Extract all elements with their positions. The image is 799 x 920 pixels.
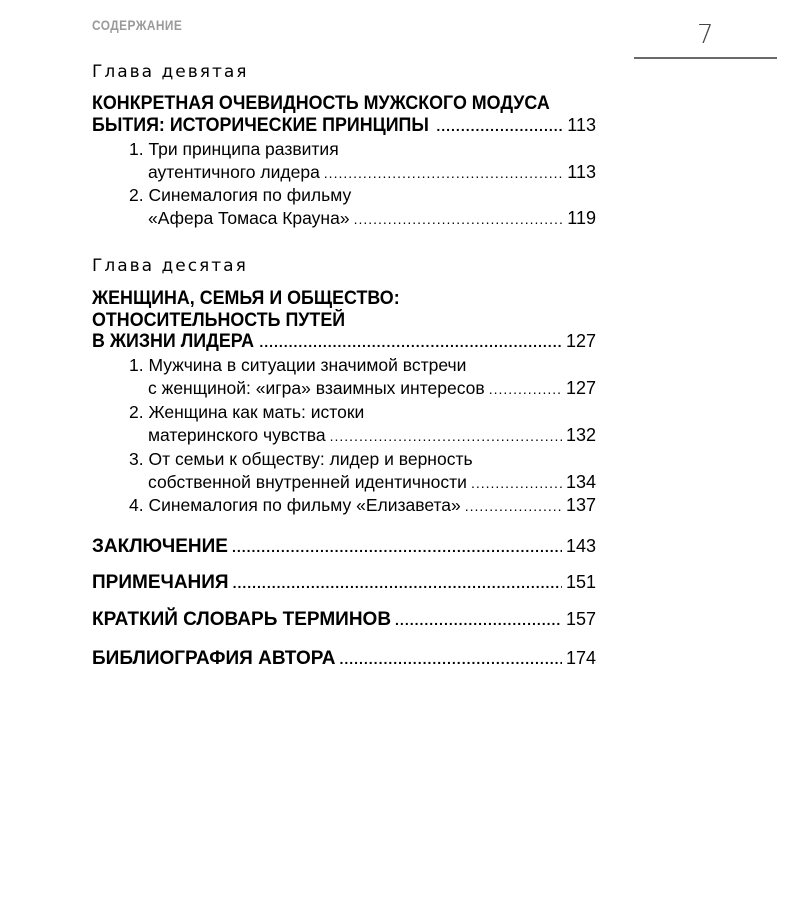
chapter-label: Глава девятая <box>92 62 249 82</box>
toc-subitem-text: аутентичного лидера <box>148 162 320 182</box>
toc-entry[interactable] <box>92 609 596 631</box>
toc-subitem-text: 1. Мужчина в ситуации значимой встречи <box>129 355 467 375</box>
toc-subitem-text: 1. Три принципа развития <box>129 139 339 159</box>
leader-dots <box>489 381 562 397</box>
chapter-title-line: КОНКРЕТНАЯ ОЧЕВИДНОСТЬ МУЖСКОГО МОДУСА <box>92 93 550 114</box>
toc-subentry[interactable] <box>129 495 596 516</box>
toc-subentry[interactable] <box>148 162 596 183</box>
page-ref: 132 <box>565 425 596 445</box>
leader-dots <box>471 475 562 491</box>
toc-entry[interactable] <box>92 572 596 594</box>
page-ref: 143 <box>565 536 596 556</box>
toc-entry[interactable] <box>92 115 596 137</box>
leader-dots <box>259 334 562 350</box>
page-ref: 137 <box>565 495 596 515</box>
toc-entry[interactable] <box>92 331 596 353</box>
page-ref: 127 <box>565 378 596 398</box>
chapter-title-line: ЖЕНЩИНА, СЕМЬЯ И ОБЩЕСТВО: <box>92 288 400 309</box>
leader-dots <box>465 498 562 514</box>
chapter-title-line: В ЖИЗНИ ЛИДЕРА <box>92 331 254 352</box>
leader-dots <box>436 118 563 134</box>
toc-entry[interactable] <box>92 648 596 670</box>
toc-subitem-text: 4. Синемалогия по фильму «Елизавета» <box>129 495 461 515</box>
toc-subitem-text: 3. От семьи к обществу: лидер и верность <box>129 449 473 469</box>
chapter-title-line: ОТНОСИТЕЛЬНОСТЬ ПУТЕЙ <box>92 310 346 331</box>
section-title: КРАТКИЙ СЛОВАРЬ ТЕРМИНОВ <box>92 609 392 630</box>
leader-dots <box>232 539 562 555</box>
toc-subentry[interactable] <box>148 425 596 446</box>
chapter-title-line: БЫТИЯ: ИСТОРИЧЕСКИЕ ПРИНЦИПЫ <box>92 115 429 136</box>
page-ref: 174 <box>565 648 596 668</box>
toc-subitem-text: материнского чувства <box>148 425 326 445</box>
section-header-label: СОДЕРЖАНИЕ <box>92 17 183 33</box>
toc-subitem-text: с женщиной: «игра» взаимных интересов <box>148 378 485 398</box>
toc-subitem-text: «Афера Томаса Крауна» <box>148 208 350 228</box>
page-ref: 134 <box>565 472 596 492</box>
page-ref: 119 <box>567 208 596 228</box>
header-rule <box>634 57 777 59</box>
leader-dots <box>354 211 564 227</box>
toc-subitem-text: 2. Синемалогия по фильму <box>129 185 352 205</box>
toc-subentry[interactable] <box>148 208 596 229</box>
section-title: ЗАКЛЮЧЕНИЕ <box>92 536 228 557</box>
page-ref: 157 <box>565 609 596 629</box>
leader-dots <box>339 651 562 667</box>
toc-subitem-text: собственной внутренней идентичности <box>148 472 467 492</box>
toc-subitem-text: 2. Женщина как мать: истоки <box>129 402 365 422</box>
section-title: БИБЛИОГРАФИЯ АВТОРА <box>92 648 336 669</box>
toc-entry[interactable] <box>92 536 596 558</box>
toc-subentry[interactable] <box>148 378 596 399</box>
leader-dots <box>324 165 564 181</box>
page-ref: 113 <box>567 115 596 135</box>
page-ref: 113 <box>567 162 596 182</box>
chapter-label: Глава десятая <box>92 256 248 276</box>
toc-subentry[interactable] <box>148 472 596 493</box>
page-number: 7 <box>697 20 714 50</box>
page-ref: 127 <box>565 331 596 351</box>
leader-dots <box>330 428 562 444</box>
leader-dots <box>233 575 562 591</box>
section-title: ПРИМЕЧАНИЯ <box>92 572 229 593</box>
page-ref: 151 <box>565 572 596 592</box>
leader-dots <box>395 612 562 628</box>
